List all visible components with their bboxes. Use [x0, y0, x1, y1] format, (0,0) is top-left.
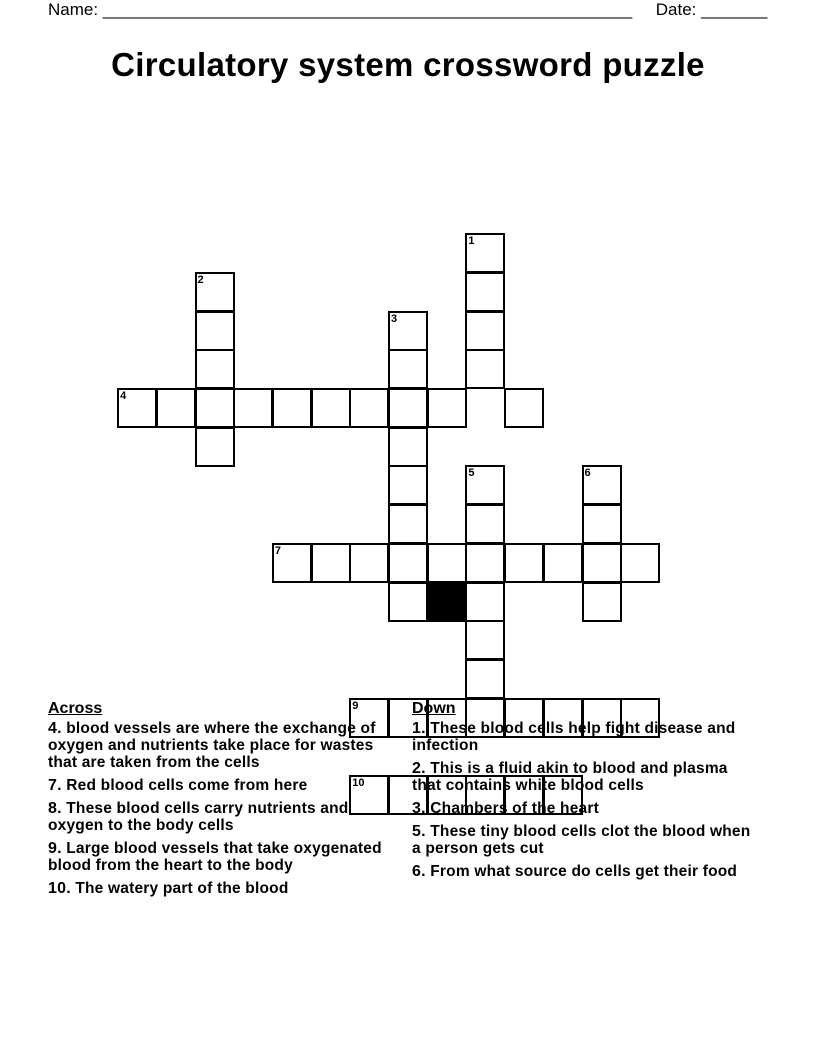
grid-cell[interactable] — [311, 543, 351, 583]
grid-cell[interactable] — [504, 543, 544, 583]
grid-cell[interactable] — [465, 543, 505, 583]
down-clue-2: 2. This is a fluid akin to blood and plasma that contains white blood cells — [412, 760, 728, 794]
clue-number: 2 — [197, 273, 204, 286]
across-clue-7: 7. Red blood cells come from here — [48, 777, 308, 794]
grid-cell[interactable] — [465, 659, 505, 699]
clue-number: 10 — [352, 777, 365, 789]
clue-number: 5 — [468, 467, 475, 480]
across-clue-10: 10. The watery part of the blood — [48, 880, 289, 897]
grid-cell[interactable] — [582, 543, 622, 583]
page-title: Circulatory system crossword puzzle — [111, 46, 705, 83]
grid-cell[interactable] — [195, 349, 235, 389]
down-clue-5: 5. These tiny blood cells clot the blood when a person gets cut — [412, 823, 751, 857]
grid-cell[interactable] — [465, 620, 505, 660]
grid-cell[interactable] — [504, 388, 544, 428]
across-clues — [48, 700, 393, 903]
grid-cell[interactable] — [427, 543, 467, 583]
grid-cell[interactable] — [465, 504, 505, 544]
grid-cell[interactable] — [388, 465, 428, 505]
down-clues — [412, 700, 757, 886]
down-heading: Down — [412, 700, 456, 717]
grid-cell[interactable] — [465, 349, 505, 389]
grid-cell[interactable] — [465, 465, 505, 505]
grid-cell[interactable] — [582, 504, 622, 544]
across-clue-9: 9. Large blood vessels that take oxygenated blood from the heart to the body — [48, 840, 382, 874]
grid-cell[interactable] — [388, 349, 428, 389]
clue-number: 1 — [468, 235, 475, 248]
grid-cell[interactable] — [195, 272, 235, 312]
grid-cell[interactable] — [272, 543, 312, 583]
grid-cell[interactable] — [349, 388, 389, 428]
name-field[interactable]: Name: ________________________________________________________ — [48, 0, 633, 19]
clue-number: 7 — [274, 544, 282, 557]
grid-cell[interactable] — [117, 388, 157, 428]
grid-cell[interactable] — [582, 582, 622, 622]
clue-number: 4 — [120, 390, 127, 402]
down-clue-1: 1. These blood cells help fight disease and infection — [412, 720, 736, 754]
grid-cell[interactable] — [195, 388, 235, 428]
grid-cell[interactable] — [233, 388, 273, 428]
grid-cell[interactable] — [543, 543, 583, 583]
down-clue-6: 6. From what source do cells get their food — [412, 863, 738, 880]
grid-cell[interactable] — [427, 388, 467, 428]
grid-cell[interactable] — [156, 388, 196, 428]
grid-cell[interactable] — [465, 311, 505, 351]
clue-number: 6 — [584, 467, 591, 480]
clue-number: 9 — [352, 699, 359, 712]
across-clue-4: 4. blood vessels are where the exchange of oxygen and nutrients take place for wastes that are taken from the cells — [48, 720, 376, 771]
grid-cell[interactable] — [388, 504, 428, 544]
across-clue-8: 8. These blood cells carry nutrients and oxygen to the body cells — [48, 800, 349, 834]
grid-cell[interactable] — [195, 427, 235, 467]
grid-cell[interactable] — [465, 272, 505, 312]
grid-cell[interactable] — [465, 582, 505, 622]
across-heading: Across — [48, 700, 103, 717]
grid-cell[interactable] — [388, 388, 428, 428]
grid-cell[interactable] — [272, 388, 312, 428]
grid-cell[interactable] — [311, 388, 351, 428]
clue-number: 3 — [391, 312, 398, 325]
grid-cell[interactable] — [195, 311, 235, 351]
date-field[interactable]: Date: _______ — [655, 0, 768, 19]
grid-cell[interactable] — [349, 543, 389, 583]
grid-cell[interactable] — [465, 233, 505, 273]
down-clue-3: 3. Chambers of the heart — [412, 800, 599, 817]
grid-cell[interactable] — [582, 465, 622, 505]
grid-cell[interactable] — [388, 543, 428, 583]
block-cell — [427, 582, 467, 622]
grid-cell[interactable] — [388, 582, 428, 622]
grid-cell[interactable] — [388, 427, 428, 467]
grid-cell[interactable] — [620, 543, 660, 583]
grid-cell[interactable] — [388, 311, 428, 351]
